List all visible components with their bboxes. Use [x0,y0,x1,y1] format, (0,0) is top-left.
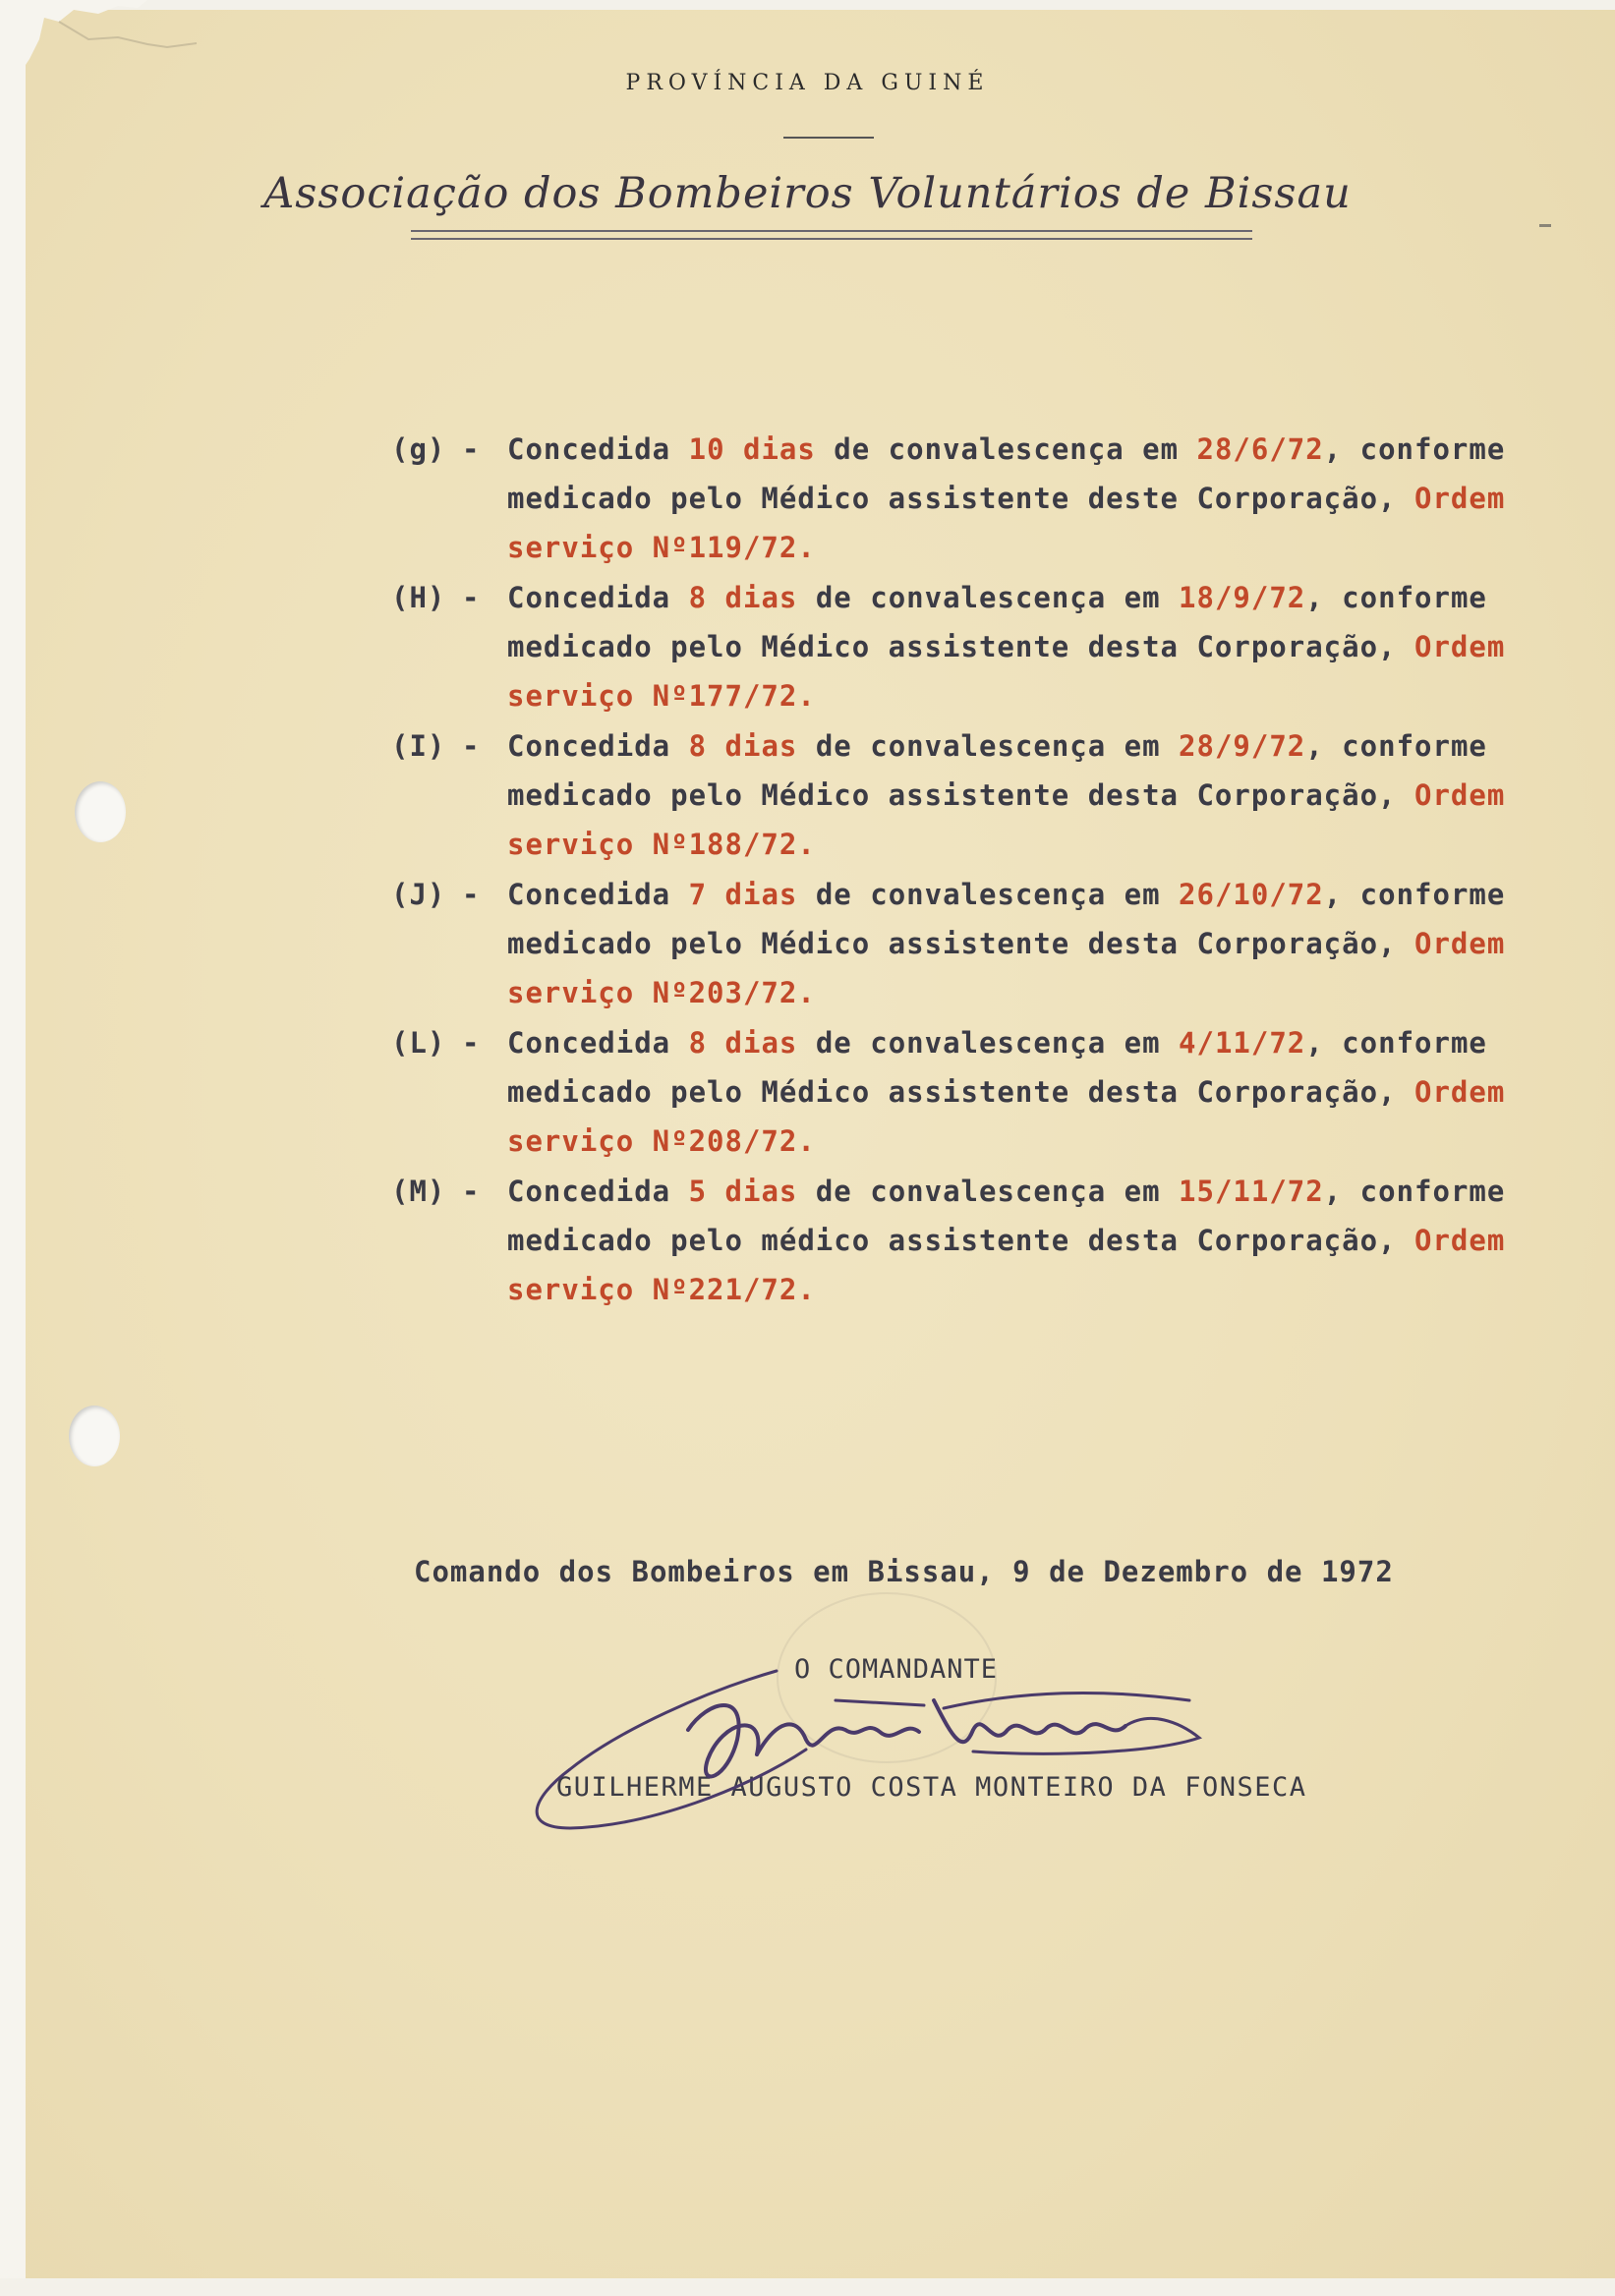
entry-label: (M) [391,1175,446,1208]
entry-text: de convalescença em [797,581,1180,614]
entry-line-3: serviço Nº208/72. [507,1124,816,1158]
entry-order: Ordem [1413,778,1506,812]
list-item [391,729,1610,878]
entry-text: de convalescença em [797,729,1180,763]
entry-text: Concedida [507,1175,689,1208]
entry-line-1 [391,729,1487,763]
entry-dash: - [462,878,481,911]
entry-line-2 [507,1075,1505,1109]
entry-text: de convalescença em [815,432,1197,466]
entry-text: , conforme [1323,1175,1506,1208]
list-item [391,581,1610,729]
entry-text: de convalescença em [797,878,1180,911]
entry-text: medicado pelo Médico assistente desta Corporação, [507,630,1414,663]
entry-line-1 [391,878,1505,911]
entry-text: , conforme [1305,581,1487,614]
entry-line-2 [507,482,1505,515]
heading-divider [783,137,874,139]
list-item [391,1026,1610,1175]
entry-date: 26/10/72 [1179,878,1324,911]
entry-dash: - [462,581,481,614]
entry-line-1 [391,432,1505,466]
entry-days-word: dias [707,1026,798,1060]
place-and-date: Comando dos Bombeiros em Bissau, 9 de Dezembro de 1972 [414,1555,1394,1588]
entry-dash: - [462,432,481,466]
entry-text: , conforme [1323,432,1506,466]
entry-order: Ordem [1413,630,1506,663]
entry-line-3: serviço Nº188/72. [507,828,816,861]
entry-order: Ordem [1413,482,1506,515]
entry-days: 10 [688,432,725,466]
entry-date: 4/11/72 [1179,1026,1306,1060]
entry-text: Concedida [507,432,689,466]
entry-line-2 [507,630,1505,663]
entry-text: , conforme [1305,1026,1487,1060]
entry-order: Ordem [1413,927,1506,960]
entry-days-word: dias [707,1175,798,1208]
entry-dash: - [462,1175,481,1208]
entry-date: 15/11/72 [1179,1175,1324,1208]
province-heading: PROVÍNCIA DA GUINÉ [625,71,990,95]
entry-order: Ordem [1413,1224,1506,1257]
entry-text: medicado pelo médico assistente desta Corporação, [507,1224,1414,1257]
entry-text: Concedida [507,581,689,614]
entry-text: medicado pelo Médico assistente desta Corporação, [507,778,1414,812]
entry-text: , conforme [1323,878,1506,911]
entry-line-1 [391,1026,1487,1060]
entry-dash: - [462,1026,481,1060]
commander-name: GUILHERME AUGUSTO COSTA MONTEIRO DA FONSECA [556,1772,1307,1803]
list-item [391,432,1610,581]
entry-text: Concedida [507,729,689,763]
margin-mark [1539,224,1551,227]
entry-days-word: dias [707,729,798,763]
entry-date: 18/9/72 [1179,581,1306,614]
entry-label: (I) [391,729,446,763]
entry-days: 8 [688,1026,708,1060]
entry-days-word: dias [707,581,798,614]
entry-text: de convalescença em [797,1175,1180,1208]
entry-text: medicado pelo Médico assistente desta Corporação, [507,1075,1414,1109]
association-letterhead: Associação dos Bombeiros Voluntários de Bissau [263,169,1352,218]
scan-border-left [0,0,26,2296]
entry-line-1 [391,1175,1505,1208]
scan-border-bottom [0,2278,1615,2296]
letterhead-double-rule [411,230,1252,240]
entry-line-3: serviço Nº119/72. [507,531,816,564]
entry-label: (J) [391,878,446,911]
entry-line-2 [507,927,1505,960]
entry-line-1 [391,581,1487,614]
entry-dash: - [462,729,481,763]
entry-date: 28/6/72 [1196,432,1324,466]
entry-label: (g) [391,432,446,466]
entry-days: 7 [688,878,708,911]
entry-text: medicado pelo Médico assistente deste Corporação, [507,482,1414,515]
entry-label: (H) [391,581,446,614]
commander-title: O COMANDANTE [794,1654,999,1685]
entry-label: (L) [391,1026,446,1060]
entry-order: Ordem [1413,1075,1506,1109]
entry-date: 28/9/72 [1179,729,1306,763]
entry-line-3: serviço Nº177/72. [507,679,816,713]
list-item [391,878,1610,1026]
scan-border-top [0,0,1615,10]
entry-line-2 [507,1224,1505,1257]
leave-entries-list [391,432,1610,1323]
entry-days: 8 [688,581,708,614]
entry-line-3: serviço Nº203/72. [507,976,816,1009]
entry-text: Concedida [507,1026,689,1060]
punch-hole-top [75,781,126,842]
punch-hole-bottom [69,1406,120,1466]
handwritten-signature [511,1661,1258,1858]
entry-days-word: dias [707,878,798,911]
entry-days: 5 [688,1175,708,1208]
entry-line-3: serviço Nº221/72. [507,1273,816,1306]
entry-days-word: dias [724,432,816,466]
list-item [391,1175,1610,1323]
entry-text: medicado pelo Médico assistente desta Corporação, [507,927,1414,960]
entry-line-2 [507,778,1505,812]
entry-text: Concedida [507,878,689,911]
entry-text: de convalescença em [797,1026,1180,1060]
entry-days: 8 [688,729,708,763]
entry-text: , conforme [1305,729,1487,763]
